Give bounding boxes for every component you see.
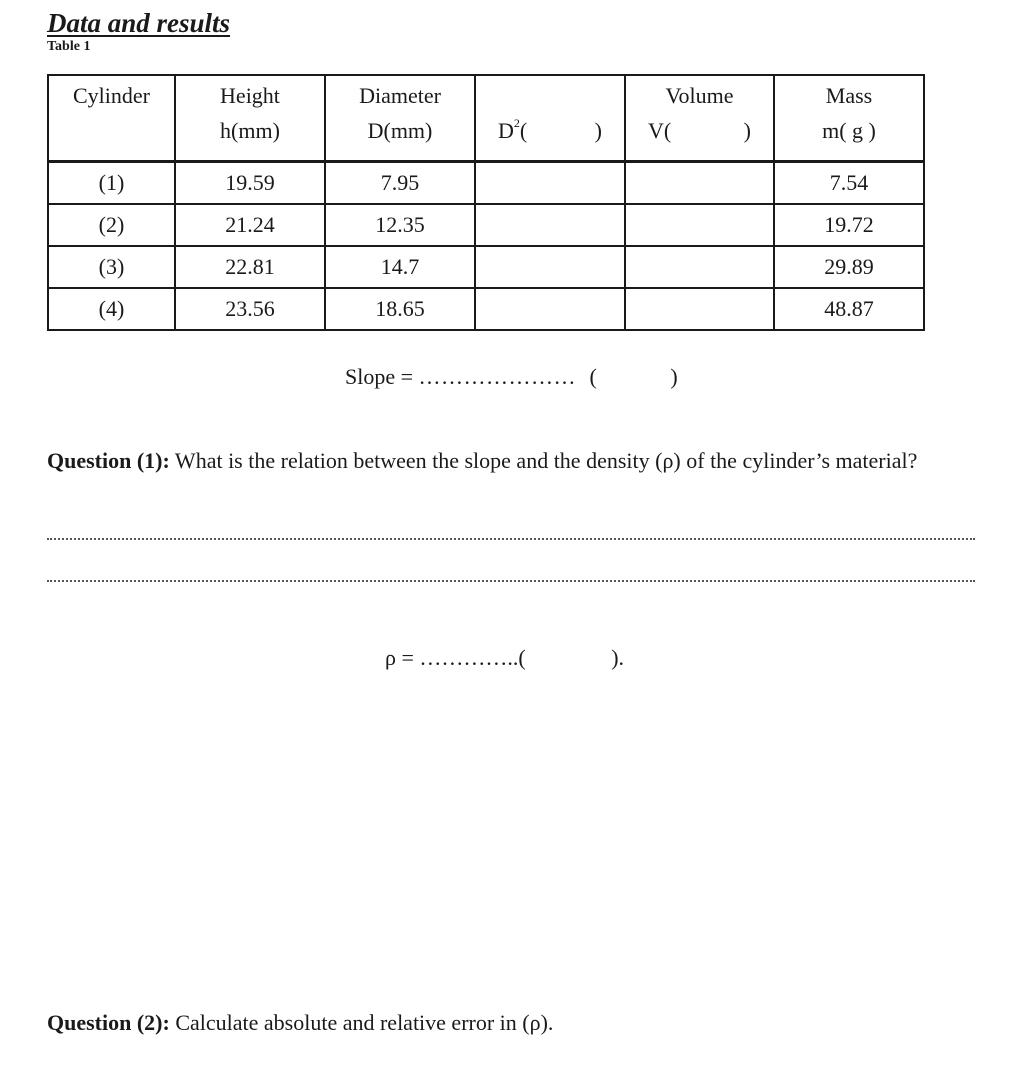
unit-diameter: D(mm): [325, 116, 475, 162]
header-cylinder: Cylinder: [48, 75, 175, 116]
question-1-label: Question (1):: [47, 448, 170, 473]
volume-close-paren: ): [743, 118, 751, 143]
cell-mass: 29.89: [774, 246, 924, 288]
cell-cylinder: (4): [48, 288, 175, 330]
header-mass: Mass: [774, 75, 924, 116]
density-line: [385, 645, 624, 671]
slope-line: [345, 364, 678, 390]
header-diameter: Diameter: [325, 75, 475, 116]
table-caption: Table 1: [47, 39, 91, 54]
cell-cylinder: (2): [48, 204, 175, 246]
question-1-text: What is the relation between the slope and the density (ρ) of the cylinder’s material?: [169, 448, 918, 473]
cell-diameter: 14.7: [325, 246, 475, 288]
density-unit-close: ).: [611, 645, 625, 670]
question-2-text: Calculate absolute and relative error in (ρ).: [169, 1010, 554, 1035]
slope-label: Slope =: [345, 364, 414, 389]
cell-d-squared: [475, 246, 625, 288]
cell-mass: 19.72: [774, 204, 924, 246]
cell-height: 22.81: [175, 246, 325, 288]
density-label: ρ =: [385, 645, 414, 670]
cell-diameter: 7.95: [325, 162, 475, 205]
cell-cylinder: (1): [48, 162, 175, 205]
d-squared-exponent: 2: [513, 116, 520, 130]
cell-diameter: 18.65: [325, 288, 475, 330]
cell-height: 23.56: [175, 288, 325, 330]
cell-volume: [625, 246, 774, 288]
d-squared-close-paren: ): [594, 118, 602, 143]
cell-mass: 48.87: [774, 288, 924, 330]
unit-volume: [625, 116, 774, 162]
table-row: [48, 288, 924, 330]
header-height: Height: [175, 75, 325, 116]
volume-symbol: V(: [648, 118, 672, 143]
cell-volume: [625, 162, 774, 205]
cell-diameter: 12.35: [325, 204, 475, 246]
unit-height: h(mm): [175, 116, 325, 162]
table-header-row: [48, 75, 924, 116]
density-blank: …………..(: [419, 645, 526, 670]
cell-cylinder: (3): [48, 246, 175, 288]
unit-mass: m( g ): [774, 116, 924, 162]
table-row: [48, 204, 924, 246]
d-squared-symbol: D: [498, 118, 514, 143]
header-volume: Volume: [625, 75, 774, 116]
slope-unit-open: (: [589, 364, 597, 389]
cell-d-squared: [475, 288, 625, 330]
answer-line: [47, 538, 975, 540]
cell-height: 21.24: [175, 204, 325, 246]
cell-volume: [625, 288, 774, 330]
table-unit-row: [48, 116, 924, 162]
slope-blank: …………………: [418, 364, 577, 389]
unit-cylinder: [48, 116, 175, 162]
cell-d-squared: [475, 204, 625, 246]
cell-d-squared: [475, 162, 625, 205]
answer-line: [47, 580, 975, 582]
cell-height: 19.59: [175, 162, 325, 205]
slope-unit-close: ): [670, 364, 678, 389]
cell-mass: 7.54: [774, 162, 924, 205]
question-2-label: Question (2):: [47, 1010, 170, 1035]
question-1: [47, 440, 947, 481]
d-squared-open-paren: (: [519, 118, 528, 143]
cell-volume: [625, 204, 774, 246]
question-2: [47, 1010, 553, 1036]
header-d-squared-top: [475, 75, 625, 116]
unit-d-squared: [475, 116, 625, 162]
results-table: [47, 74, 925, 331]
section-title: Data and results: [47, 8, 231, 38]
table-row: [48, 162, 924, 205]
table-row: [48, 246, 924, 288]
